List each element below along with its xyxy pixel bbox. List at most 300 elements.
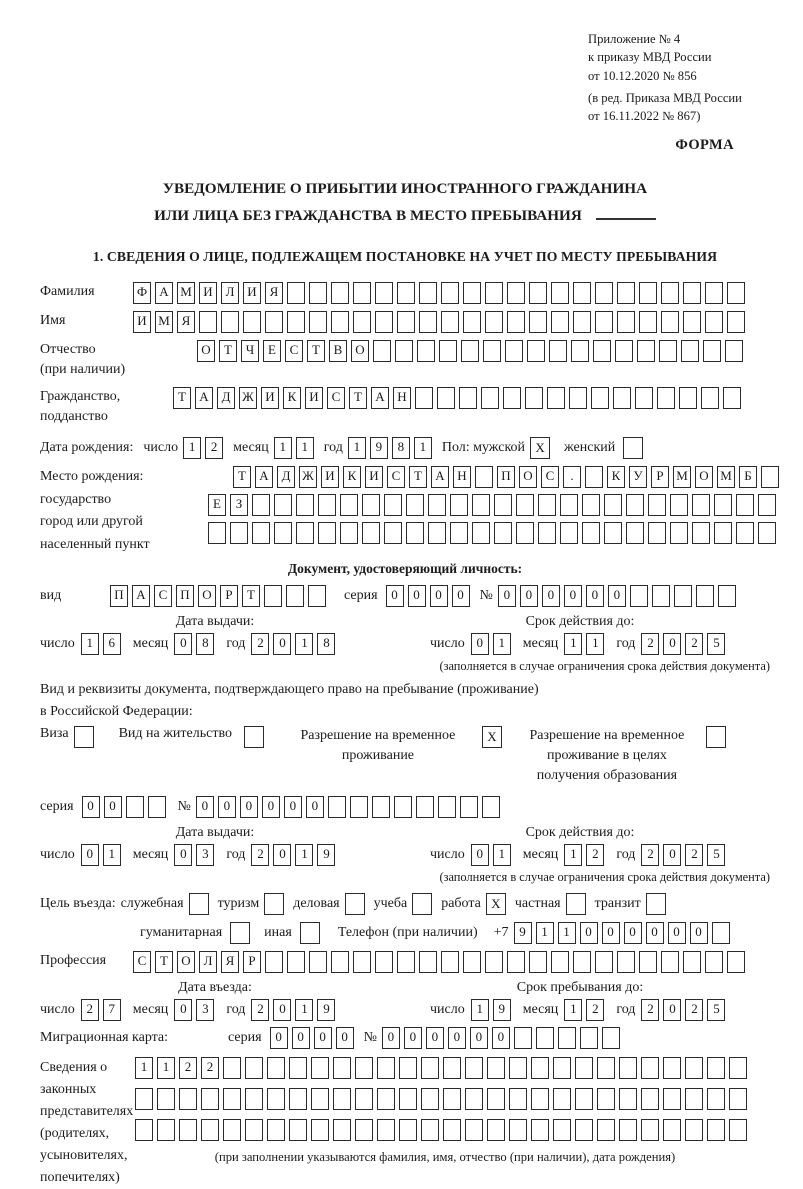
char-cell[interactable]: [355, 1088, 373, 1110]
char-cell[interactable]: М: [177, 282, 195, 304]
char-cell[interactable]: [619, 1057, 637, 1079]
char-cell[interactable]: 1: [564, 999, 582, 1021]
char-cell[interactable]: [353, 282, 371, 304]
char-cell[interactable]: [415, 387, 433, 409]
char-cell[interactable]: [331, 311, 349, 333]
char-cell[interactable]: [472, 522, 490, 544]
char-cell[interactable]: [333, 1119, 351, 1141]
char-cell[interactable]: [428, 494, 446, 516]
char-cell[interactable]: 1: [135, 1057, 153, 1079]
char-cell[interactable]: [487, 1057, 505, 1079]
char-cell[interactable]: [428, 522, 446, 544]
char-cell[interactable]: [509, 1088, 527, 1110]
char-cell[interactable]: [465, 1119, 483, 1141]
char-cell[interactable]: [613, 387, 631, 409]
char-cell[interactable]: 1: [295, 844, 313, 866]
char-cell[interactable]: [575, 1057, 593, 1079]
char-cell[interactable]: [230, 522, 248, 544]
char-cell[interactable]: 0: [520, 585, 538, 607]
char-cell[interactable]: [419, 282, 437, 304]
char-cell[interactable]: [692, 494, 710, 516]
char-cell[interactable]: [450, 494, 468, 516]
birth-month-cells[interactable]: [274, 437, 318, 459]
char-cell[interactable]: [331, 282, 349, 304]
char-cell[interactable]: [712, 922, 730, 944]
char-cell[interactable]: [661, 282, 679, 304]
identity-issue-year-cells[interactable]: [251, 633, 339, 655]
char-cell[interactable]: 0: [492, 1027, 510, 1049]
char-cell[interactable]: 0: [624, 922, 642, 944]
char-cell[interactable]: [727, 282, 745, 304]
char-cell[interactable]: [309, 951, 327, 973]
birth-day-cells[interactable]: [183, 437, 227, 459]
char-cell[interactable]: У: [629, 466, 647, 488]
char-cell[interactable]: 1: [81, 633, 99, 655]
identity-issue-month-cells[interactable]: [174, 633, 218, 655]
char-cell[interactable]: [267, 1088, 285, 1110]
char-cell[interactable]: [179, 1119, 197, 1141]
char-cell[interactable]: 0: [273, 844, 291, 866]
char-cell[interactable]: [289, 1088, 307, 1110]
char-cell[interactable]: 0: [580, 922, 598, 944]
char-cell[interactable]: [485, 311, 503, 333]
char-cell[interactable]: [362, 522, 380, 544]
char-cell[interactable]: [223, 1119, 241, 1141]
char-cell[interactable]: [705, 311, 723, 333]
char-cell[interactable]: 1: [558, 922, 576, 944]
char-cell[interactable]: 1: [564, 844, 582, 866]
char-cell[interactable]: [461, 340, 479, 362]
char-cell[interactable]: 2: [251, 844, 269, 866]
char-cell[interactable]: [375, 282, 393, 304]
char-cell[interactable]: 1: [295, 633, 313, 655]
char-cell[interactable]: 1: [586, 633, 604, 655]
char-cell[interactable]: [355, 1057, 373, 1079]
char-cell[interactable]: [593, 340, 611, 362]
entry-day-cells[interactable]: [81, 999, 125, 1021]
char-cell[interactable]: [309, 311, 327, 333]
char-cell[interactable]: 1: [564, 633, 582, 655]
char-cell[interactable]: [685, 1119, 703, 1141]
char-cell[interactable]: [148, 796, 166, 818]
char-cell[interactable]: [551, 951, 569, 973]
char-cell[interactable]: [264, 585, 282, 607]
char-cell[interactable]: [157, 1088, 175, 1110]
char-cell[interactable]: [296, 522, 314, 544]
char-cell[interactable]: [619, 1088, 637, 1110]
char-cell[interactable]: [538, 522, 556, 544]
char-cell[interactable]: [450, 522, 468, 544]
purpose-humanitarian-checkbox[interactable]: [230, 922, 250, 944]
char-cell[interactable]: [296, 494, 314, 516]
char-cell[interactable]: [626, 494, 644, 516]
char-cell[interactable]: И: [321, 466, 339, 488]
char-cell[interactable]: [573, 311, 591, 333]
char-cell[interactable]: А: [371, 387, 389, 409]
char-cell[interactable]: [265, 951, 283, 973]
char-cell[interactable]: 5: [707, 844, 725, 866]
char-cell[interactable]: Е: [263, 340, 281, 362]
char-cell[interactable]: А: [195, 387, 213, 409]
char-cell[interactable]: [648, 494, 666, 516]
char-cell[interactable]: 2: [586, 999, 604, 1021]
char-cell[interactable]: Н: [393, 387, 411, 409]
char-cell[interactable]: [551, 282, 569, 304]
char-cell[interactable]: [416, 796, 434, 818]
char-cell[interactable]: [670, 494, 688, 516]
char-cell[interactable]: 9: [317, 999, 335, 1021]
char-cell[interactable]: [406, 522, 424, 544]
char-cell[interactable]: К: [283, 387, 301, 409]
char-cell[interactable]: [509, 1119, 527, 1141]
char-cell[interactable]: Т: [409, 466, 427, 488]
char-cell[interactable]: 0: [82, 796, 100, 818]
rvp-expiry-year-cells[interactable]: [641, 844, 729, 866]
sex-female-checkbox[interactable]: [623, 437, 643, 459]
char-cell[interactable]: [604, 494, 622, 516]
char-cell[interactable]: И: [305, 387, 323, 409]
char-cell[interactable]: 0: [646, 922, 664, 944]
char-cell[interactable]: [377, 1088, 395, 1110]
char-cell[interactable]: [201, 1119, 219, 1141]
char-cell[interactable]: 0: [382, 1027, 400, 1049]
char-cell[interactable]: [761, 466, 779, 488]
char-cell[interactable]: 0: [690, 922, 708, 944]
char-cell[interactable]: О: [695, 466, 713, 488]
char-cell[interactable]: [663, 1088, 681, 1110]
profession-cells[interactable]: [133, 951, 749, 973]
char-cell[interactable]: [135, 1088, 153, 1110]
char-cell[interactable]: С: [327, 387, 345, 409]
char-cell[interactable]: 2: [81, 999, 99, 1021]
char-cell[interactable]: [553, 1088, 571, 1110]
char-cell[interactable]: [443, 1119, 461, 1141]
char-cell[interactable]: [377, 1057, 395, 1079]
char-cell[interactable]: 0: [104, 796, 122, 818]
char-cell[interactable]: [487, 1119, 505, 1141]
char-cell[interactable]: 0: [470, 1027, 488, 1049]
char-cell[interactable]: Е: [208, 494, 226, 516]
char-cell[interactable]: [635, 387, 653, 409]
char-cell[interactable]: Л: [221, 282, 239, 304]
char-cell[interactable]: [560, 522, 578, 544]
char-cell[interactable]: [419, 311, 437, 333]
char-cell[interactable]: [685, 1088, 703, 1110]
char-cell[interactable]: Д: [217, 387, 235, 409]
char-cell[interactable]: 0: [586, 585, 604, 607]
char-cell[interactable]: [575, 1119, 593, 1141]
char-cell[interactable]: [245, 1088, 263, 1110]
char-cell[interactable]: [527, 340, 545, 362]
char-cell[interactable]: [311, 1119, 329, 1141]
char-cell[interactable]: 0: [471, 633, 489, 655]
char-cell[interactable]: [701, 387, 719, 409]
char-cell[interactable]: [705, 282, 723, 304]
char-cell[interactable]: 2: [586, 844, 604, 866]
char-cell[interactable]: А: [255, 466, 273, 488]
char-cell[interactable]: [553, 1057, 571, 1079]
char-cell[interactable]: [375, 311, 393, 333]
char-cell[interactable]: Т: [173, 387, 191, 409]
char-cell[interactable]: [725, 340, 743, 362]
char-cell[interactable]: 1: [414, 437, 432, 459]
purpose-official-checkbox[interactable]: [189, 893, 209, 915]
char-cell[interactable]: 0: [240, 796, 258, 818]
char-cell[interactable]: [443, 1057, 461, 1079]
rvp-checkbox[interactable]: X: [482, 726, 502, 748]
char-cell[interactable]: [438, 796, 456, 818]
char-cell[interactable]: [485, 282, 503, 304]
char-cell[interactable]: [333, 1088, 351, 1110]
char-cell[interactable]: 0: [498, 585, 516, 607]
char-cell[interactable]: [503, 387, 521, 409]
char-cell[interactable]: 0: [270, 1027, 288, 1049]
char-cell[interactable]: Т: [219, 340, 237, 362]
visa-checkbox[interactable]: [74, 726, 94, 748]
char-cell[interactable]: [311, 1088, 329, 1110]
representatives-row2-cells[interactable]: [135, 1088, 755, 1110]
char-cell[interactable]: [723, 387, 741, 409]
char-cell[interactable]: [551, 311, 569, 333]
char-cell[interactable]: [460, 796, 478, 818]
char-cell[interactable]: [758, 494, 776, 516]
char-cell[interactable]: З: [230, 494, 248, 516]
char-cell[interactable]: Т: [307, 340, 325, 362]
char-cell[interactable]: [729, 1057, 747, 1079]
char-cell[interactable]: [395, 340, 413, 362]
char-cell[interactable]: [472, 494, 490, 516]
char-cell[interactable]: [575, 1088, 593, 1110]
rvp-issue-year-cells[interactable]: [251, 844, 339, 866]
char-cell[interactable]: [727, 311, 745, 333]
char-cell[interactable]: [683, 311, 701, 333]
char-cell[interactable]: [463, 282, 481, 304]
char-cell[interactable]: [353, 951, 371, 973]
char-cell[interactable]: [597, 1057, 615, 1079]
char-cell[interactable]: 1: [296, 437, 314, 459]
char-cell[interactable]: [267, 1119, 285, 1141]
doc-number-cells[interactable]: [498, 585, 740, 607]
char-cell[interactable]: [384, 494, 402, 516]
char-cell[interactable]: Я: [265, 282, 283, 304]
char-cell[interactable]: 0: [602, 922, 620, 944]
identity-expiry-year-cells[interactable]: [641, 633, 729, 655]
char-cell[interactable]: [340, 522, 358, 544]
char-cell[interactable]: 0: [471, 844, 489, 866]
char-cell[interactable]: [289, 1057, 307, 1079]
char-cell[interactable]: 1: [274, 437, 292, 459]
char-cell[interactable]: [287, 282, 305, 304]
representatives-row1-cells[interactable]: [135, 1057, 755, 1079]
purpose-transit-checkbox[interactable]: [646, 893, 666, 915]
purpose-work-checkbox[interactable]: X: [486, 893, 506, 915]
char-cell[interactable]: [437, 387, 455, 409]
char-cell[interactable]: 0: [564, 585, 582, 607]
char-cell[interactable]: [507, 282, 525, 304]
citizenship-cells[interactable]: [173, 387, 745, 409]
char-cell[interactable]: [558, 1027, 576, 1049]
char-cell[interactable]: [421, 1088, 439, 1110]
char-cell[interactable]: [585, 466, 603, 488]
char-cell[interactable]: 0: [174, 844, 192, 866]
char-cell[interactable]: [309, 282, 327, 304]
char-cell[interactable]: М: [673, 466, 691, 488]
char-cell[interactable]: [659, 340, 677, 362]
char-cell[interactable]: [641, 1119, 659, 1141]
char-cell[interactable]: [637, 340, 655, 362]
char-cell[interactable]: К: [343, 466, 361, 488]
char-cell[interactable]: [179, 1088, 197, 1110]
char-cell[interactable]: 8: [317, 633, 335, 655]
char-cell[interactable]: [582, 522, 600, 544]
char-cell[interactable]: 1: [295, 999, 313, 1021]
char-cell[interactable]: 0: [542, 585, 560, 607]
rvp-issue-day-cells[interactable]: [81, 844, 125, 866]
char-cell[interactable]: Ф: [133, 282, 151, 304]
char-cell[interactable]: [736, 522, 754, 544]
char-cell[interactable]: Р: [651, 466, 669, 488]
char-cell[interactable]: Б: [739, 466, 757, 488]
char-cell[interactable]: [157, 1119, 175, 1141]
char-cell[interactable]: [714, 494, 732, 516]
char-cell[interactable]: И: [133, 311, 151, 333]
char-cell[interactable]: [311, 1057, 329, 1079]
char-cell[interactable]: Я: [221, 951, 239, 973]
char-cell[interactable]: [514, 1027, 532, 1049]
char-cell[interactable]: [630, 585, 648, 607]
char-cell[interactable]: [549, 340, 567, 362]
char-cell[interactable]: [529, 311, 547, 333]
char-cell[interactable]: Р: [220, 585, 238, 607]
char-cell[interactable]: [639, 951, 657, 973]
char-cell[interactable]: [529, 951, 547, 973]
representatives-row3-cells[interactable]: [135, 1119, 755, 1141]
char-cell[interactable]: [267, 1057, 285, 1079]
char-cell[interactable]: И: [199, 282, 217, 304]
char-cell[interactable]: [714, 522, 732, 544]
char-cell[interactable]: [736, 494, 754, 516]
entry-month-cells[interactable]: [174, 999, 218, 1021]
char-cell[interactable]: 2: [179, 1057, 197, 1079]
char-cell[interactable]: [126, 796, 144, 818]
char-cell[interactable]: [439, 340, 457, 362]
char-cell[interactable]: [639, 282, 657, 304]
char-cell[interactable]: [482, 796, 500, 818]
char-cell[interactable]: [483, 340, 501, 362]
char-cell[interactable]: О: [198, 585, 216, 607]
char-cell[interactable]: 0: [668, 922, 686, 944]
doc-series-cells[interactable]: [386, 585, 474, 607]
char-cell[interactable]: [718, 585, 736, 607]
char-cell[interactable]: [287, 951, 305, 973]
char-cell[interactable]: И: [243, 282, 261, 304]
char-cell[interactable]: [727, 951, 745, 973]
char-cell[interactable]: [573, 951, 591, 973]
char-cell[interactable]: 3: [196, 844, 214, 866]
char-cell[interactable]: Т: [349, 387, 367, 409]
char-cell[interactable]: 2: [685, 633, 703, 655]
char-cell[interactable]: [652, 585, 670, 607]
char-cell[interactable]: [573, 282, 591, 304]
char-cell[interactable]: [595, 311, 613, 333]
char-cell[interactable]: 0: [174, 633, 192, 655]
char-cell[interactable]: 0: [174, 999, 192, 1021]
char-cell[interactable]: 2: [205, 437, 223, 459]
char-cell[interactable]: [639, 311, 657, 333]
char-cell[interactable]: [707, 1119, 725, 1141]
char-cell[interactable]: 9: [514, 922, 532, 944]
char-cell[interactable]: [419, 951, 437, 973]
char-cell[interactable]: [705, 951, 723, 973]
char-cell[interactable]: Н: [453, 466, 471, 488]
char-cell[interactable]: [683, 951, 701, 973]
identity-issue-day-cells[interactable]: [81, 633, 125, 655]
char-cell[interactable]: 0: [426, 1027, 444, 1049]
identity-expiry-day-cells[interactable]: [471, 633, 515, 655]
char-cell[interactable]: М: [717, 466, 735, 488]
purpose-study-checkbox[interactable]: [412, 893, 432, 915]
char-cell[interactable]: [679, 387, 697, 409]
char-cell[interactable]: [350, 796, 368, 818]
char-cell[interactable]: [648, 522, 666, 544]
char-cell[interactable]: [595, 282, 613, 304]
char-cell[interactable]: [475, 466, 493, 488]
char-cell[interactable]: Д: [277, 466, 295, 488]
char-cell[interactable]: А: [155, 282, 173, 304]
char-cell[interactable]: 0: [386, 585, 404, 607]
rvp-number-cells[interactable]: [196, 796, 504, 818]
char-cell[interactable]: 8: [196, 633, 214, 655]
char-cell[interactable]: О: [197, 340, 215, 362]
char-cell[interactable]: [289, 1119, 307, 1141]
char-cell[interactable]: [223, 1057, 241, 1079]
char-cell[interactable]: [245, 1119, 263, 1141]
char-cell[interactable]: [538, 494, 556, 516]
char-cell[interactable]: 5: [707, 999, 725, 1021]
char-cell[interactable]: [397, 282, 415, 304]
char-cell[interactable]: 1: [348, 437, 366, 459]
char-cell[interactable]: [135, 1119, 153, 1141]
char-cell[interactable]: Ж: [239, 387, 257, 409]
char-cell[interactable]: 0: [448, 1027, 466, 1049]
char-cell[interactable]: 0: [218, 796, 236, 818]
char-cell[interactable]: [602, 1027, 620, 1049]
char-cell[interactable]: 9: [493, 999, 511, 1021]
char-cell[interactable]: [333, 1057, 351, 1079]
char-cell[interactable]: 1: [471, 999, 489, 1021]
rvp-expiry-day-cells[interactable]: [471, 844, 515, 866]
char-cell[interactable]: [355, 1119, 373, 1141]
char-cell[interactable]: 1: [493, 844, 511, 866]
char-cell[interactable]: [582, 494, 600, 516]
char-cell[interactable]: Т: [155, 951, 173, 973]
char-cell[interactable]: 9: [370, 437, 388, 459]
char-cell[interactable]: Ж: [299, 466, 317, 488]
doc-kind-cells[interactable]: [110, 585, 330, 607]
char-cell[interactable]: [394, 796, 412, 818]
char-cell[interactable]: С: [285, 340, 303, 362]
char-cell[interactable]: [223, 1088, 241, 1110]
char-cell[interactable]: 2: [251, 633, 269, 655]
char-cell[interactable]: 0: [306, 796, 324, 818]
char-cell[interactable]: [553, 1119, 571, 1141]
char-cell[interactable]: 0: [408, 585, 426, 607]
stay-year-cells[interactable]: [641, 999, 729, 1021]
char-cell[interactable]: [681, 340, 699, 362]
char-cell[interactable]: [397, 951, 415, 973]
char-cell[interactable]: С: [154, 585, 172, 607]
char-cell[interactable]: Я: [177, 311, 195, 333]
